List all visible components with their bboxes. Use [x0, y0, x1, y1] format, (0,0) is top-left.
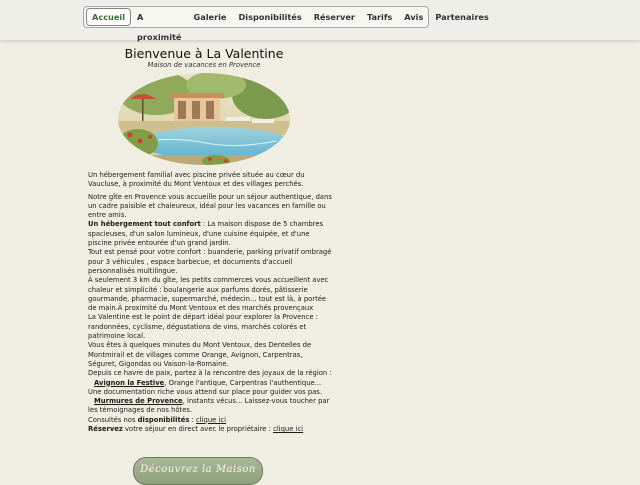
nav-item-reserver[interactable]: Réserver — [313, 12, 355, 22]
nav-item-avis[interactable]: Avis — [404, 12, 424, 22]
nav-item-a-proximite[interactable]: A proximité — [137, 12, 182, 42]
confort-text: : La maison dispose de 5 chambres spacieuses, d'un salon lumineux, d'une cuisine équipée, et d'une piscine privée entourée d'un grand jardin. — [88, 220, 324, 248]
paragraph-murmures — [88, 397, 332, 416]
reservez-link[interactable]: clique ici — [273, 425, 304, 434]
nav-item-disponibilites[interactable]: Disponibilités — [238, 12, 302, 22]
reservez-bold: Réservez — [88, 425, 123, 434]
murmures-text: , instants vécus... Laissez-vous toucher par les témoignages de nos hôtes. — [88, 397, 330, 415]
paragraph-disponibilites — [88, 416, 332, 425]
pool-painting-image — [116, 71, 292, 167]
intro-paragraph: Un hébergement familial avec piscine privée située au cœur du Vaucluse, à proximité du Mont Ventoux et des villages perchés. — [88, 171, 305, 189]
avignon-link[interactable]: Avignon la Festive — [94, 378, 165, 387]
avignon-text: , Orange l'antique, Carpentras l'authentique... Une documentation riche vous attend sur place pour guider vos pas. — [88, 378, 322, 396]
paragraph-villages: Vous êtes à quelques minutes du Mont Ventoux, des Dentelles de Montmirail et de villages comme Orange, Avignon, Carpentras, Séguret, Gigondas ou Vaison-la-Romaine. — [88, 341, 312, 368]
paragraph-provence: La Valentine est le point de départ idéal pour explorer la Provence : randonnées, cyclisme, dégustations de vins, marchés colorés et patrimoine local. — [88, 313, 318, 341]
nav-item-accueil[interactable]: Accueil — [86, 8, 131, 26]
page-subtitle: Maison de vacances en Provence — [147, 61, 261, 69]
murmures-link[interactable]: Murmures de Provence — [94, 397, 183, 406]
paragraph-gite: Notre gîte en Provence vous accueille pour un séjour authentique, dans un cadre paisible et chaleureux, idéal pour les vacances en famille ou entre amis. — [88, 192, 332, 220]
reservez-text: votre séjour en direct avec le propriétaire : — [122, 425, 274, 434]
paragraph-equipements: Tout est pensé pour votre confort : buanderie, parking privatif ombragé pour 3 véhicules , espace barbecue, et documents d'accueil personnalisés multilingue. — [88, 248, 332, 275]
paragraph-reservez — [88, 425, 332, 434]
paragraph-commerces: À seulement 3 km du gîte, les petits commerces vous accueillent avec chaleur et simplicité : boulangerie aux parfums dorés, pâtisserie gourmande, pharmacie, supermarché, médecin... tout est là, à portée de main.À proximité du Mont Ventoux et des marchés provençaux — [88, 276, 329, 313]
disp-suffix: : — [189, 415, 197, 424]
nav-item-galerie[interactable]: Galerie — [193, 12, 227, 22]
paragraph-avignon — [88, 379, 332, 398]
page-title: Bienvenue à La Valentine — [124, 46, 284, 61]
paragraph-joyaux: Depuis ce havre de paix, partez à la rencontre des joyaux de la région : — [88, 369, 332, 378]
nav-item-partenaires[interactable]: Partenaires — [435, 12, 489, 22]
disp-bold: disponibilités — [137, 415, 190, 424]
disponibilites-link[interactable]: clique ici — [196, 415, 227, 424]
main-content — [88, 171, 332, 434]
paragraph-confort — [88, 220, 332, 248]
confort-heading: Un hébergement tout confort — [88, 220, 201, 229]
nav-item-tarifs[interactable]: Tarifs — [366, 12, 393, 22]
discover-house-button[interactable]: Découvrez la Maison — [133, 457, 263, 485]
top-bar — [0, 0, 640, 40]
disp-prefix: Consultés nos — [88, 415, 138, 424]
main-nav — [83, 6, 489, 42]
